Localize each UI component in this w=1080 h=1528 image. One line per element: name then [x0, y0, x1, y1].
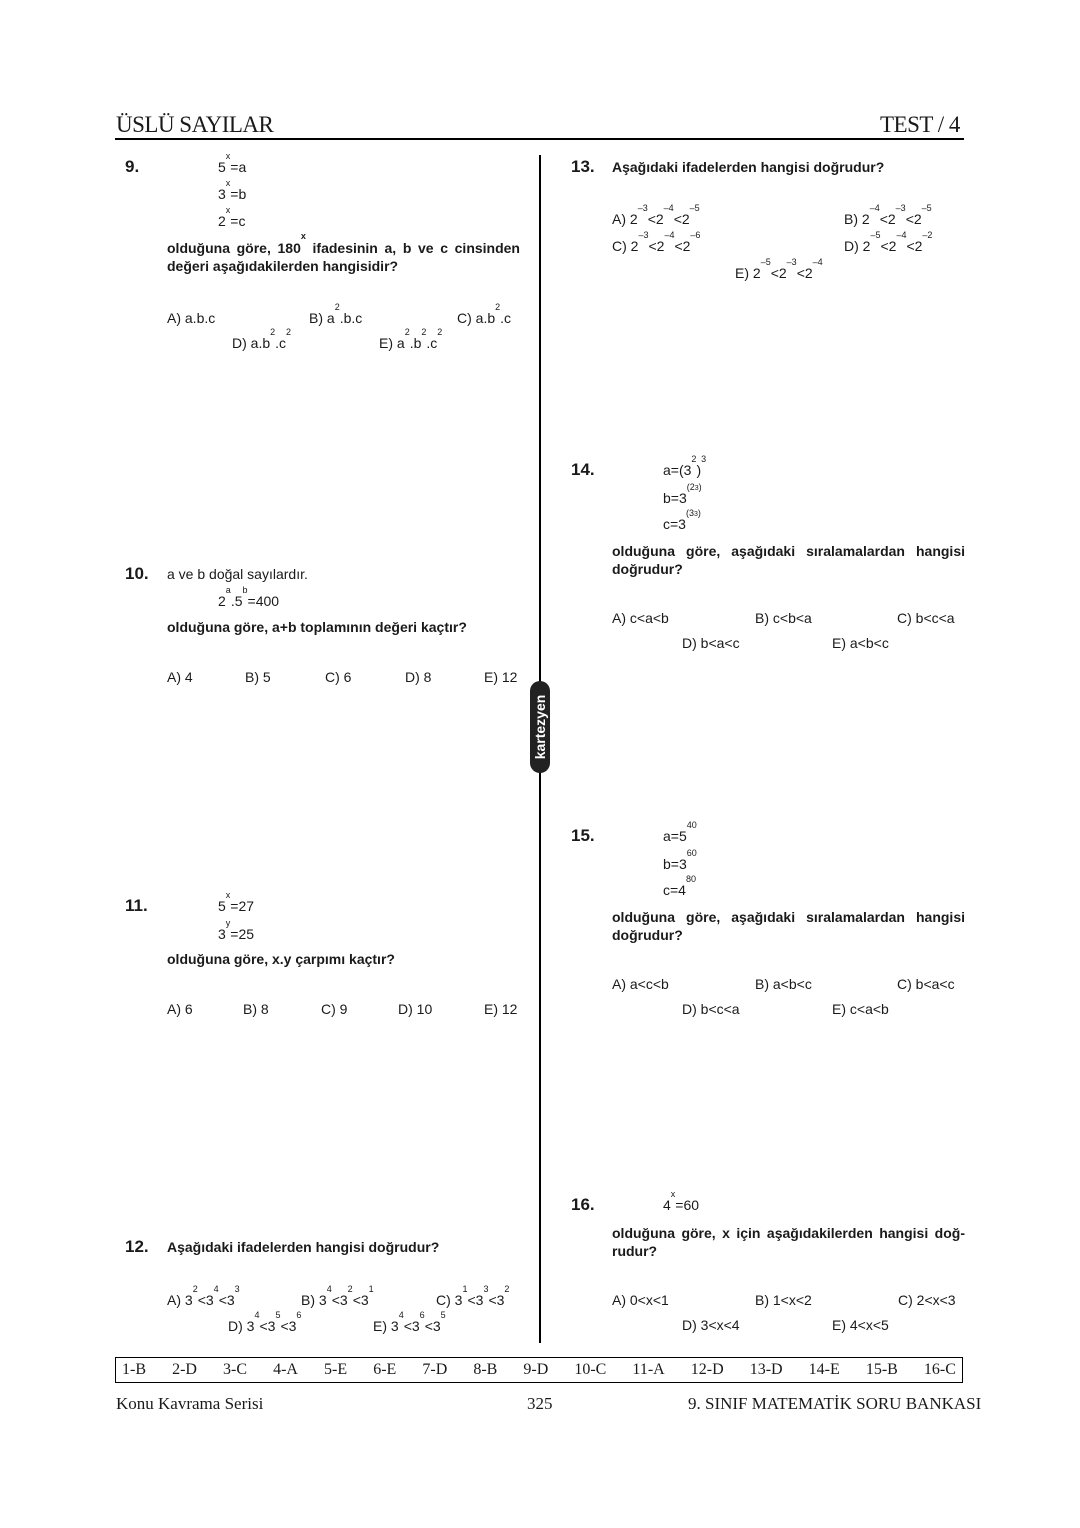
q13-option-b[interactable]: B) $2^{-4}<2^{-3}<2^{-5}$ — [844, 203, 932, 227]
q12-option-a[interactable]: A) $3^2<3^4<3^3$ — [167, 1284, 240, 1308]
q10-option-b[interactable]: B) 5 — [245, 669, 271, 685]
q10-option-c[interactable]: C) 6 — [325, 669, 352, 685]
q9-option-a[interactable]: A) a.b.c — [167, 310, 216, 326]
answer-12: 12-D — [690, 1361, 724, 1378]
answer-8: 8-B — [473, 1361, 498, 1378]
q9-given-2: $3^x=b$ — [218, 178, 247, 202]
q13-option-c[interactable]: C) $2^{-3}<2^{-4}<2^{-6}$ — [612, 230, 701, 254]
q13-stem: Aşağıdaki ifadelerden hangisi doğrudur? — [612, 159, 885, 175]
q11-option-a[interactable]: A) 6 — [167, 1001, 193, 1017]
question-13-number: 13. — [571, 157, 595, 176]
q16-option-d[interactable]: D) 3<x<4 — [682, 1317, 740, 1333]
question-16-number: 16. — [571, 1195, 595, 1214]
q12-option-d[interactable]: D) $3^4<3^5<3^6$ — [228, 1310, 302, 1334]
q12-option-c[interactable]: C) $3^1<3^3<3^2$ — [436, 1284, 510, 1308]
question-9-number: 9. — [125, 157, 140, 176]
page-title: ÜSLÜ SAYILAR — [116, 112, 274, 137]
q14-given-b: $b=3^{(23)}$ — [663, 482, 702, 506]
question-14-number: 14. — [571, 460, 595, 479]
q11-option-b[interactable]: B) 8 — [243, 1001, 269, 1017]
answer-6: 6-E — [373, 1361, 397, 1378]
question-10-number: 10. — [125, 564, 149, 583]
page-number: 325 — [527, 1394, 553, 1413]
answer-4: 4-A — [273, 1361, 298, 1378]
q9-option-d[interactable]: D) $a.b^2.c^2$ — [232, 327, 292, 351]
q16-option-e[interactable]: E) 4<x<5 — [832, 1317, 889, 1333]
q15-option-d[interactable]: D) b<c<a — [682, 1001, 740, 1017]
q14-option-d[interactable]: D) b<a<c — [682, 635, 740, 651]
q11-given-2: $3^y=25$ — [218, 918, 255, 942]
kartezyen-logo: kartezyen — [530, 681, 550, 773]
q11-stem: olduğuna göre, x.y çarpımı kaçtır? — [167, 951, 395, 967]
q16-option-a[interactable]: A) 0<x<1 — [612, 1292, 669, 1308]
q16-stem: olduğuna göre, x için aşağıdakilerden hangisi doğ- rudur? — [612, 1225, 965, 1259]
answer-15: 15-B — [865, 1361, 898, 1378]
q16-given: $4^x=60$ — [663, 1189, 700, 1213]
q14-option-c[interactable]: C) b<c<a — [897, 610, 955, 626]
answer-11: 11-A — [632, 1361, 665, 1378]
footer-book-title: 9. SINIF MATEMATİK SORU BANKASI — [688, 1394, 982, 1413]
q9-given-1: $5^x=a$ — [218, 151, 247, 175]
q14-option-b[interactable]: B) c<b<a — [755, 610, 812, 626]
q11-option-e[interactable]: E) 12 — [484, 1001, 518, 1017]
q11-option-c[interactable]: C) 9 — [321, 1001, 348, 1017]
q9-given-3: $2^x=c$ — [218, 205, 246, 229]
q15-option-b[interactable]: B) a<b<c — [755, 976, 812, 992]
answer-16: 16-C — [923, 1361, 956, 1378]
q9-option-e[interactable]: E) $a^2.b^2.c^2$ — [379, 327, 443, 351]
q12-stem: Aşağıdaki ifadelerden hangisi doğrudur? — [167, 1239, 440, 1255]
q11-option-d[interactable]: D) 10 — [398, 1001, 433, 1017]
q14-given-c: $c=3^{(33)}$ — [663, 508, 701, 532]
q15-given-c: $c=4^{80}$ — [663, 874, 696, 898]
answer-1: 1-B — [122, 1361, 146, 1378]
answer-7: 7-D — [422, 1361, 448, 1378]
q9-stem: olduğuna göre, 180$^x$ ifadesinin a, b ve c cinsinden değeri aşağıdakilerden hangisidir? — [167, 231, 520, 274]
q16-option-c[interactable]: C) 2<x<3 — [898, 1292, 956, 1308]
q12-option-e[interactable]: E) $3^4<3^6<3^5$ — [373, 1310, 446, 1334]
answer-13: 13-D — [749, 1361, 783, 1378]
q14-given-a: $a=(3^2)^3$ — [663, 454, 707, 478]
q14-stem: olduğuna göre, aşağıdaki sıralamalardan hangisi doğrudur? — [612, 543, 965, 577]
q15-stem: olduğuna göre, aşağıdaki sıralamalardan hangisi doğrudur? — [612, 909, 965, 943]
answer-10: 10-C — [574, 1361, 607, 1378]
question-15-number: 15. — [571, 826, 595, 845]
q11-given-1: $5^x=27$ — [218, 890, 255, 914]
answer-2: 2-D — [172, 1361, 197, 1378]
q13-option-d[interactable]: D) $2^{-5}<2^{-4}<2^{-2}$ — [844, 230, 933, 254]
answer-14: 14-E — [808, 1361, 840, 1378]
header-rule — [115, 138, 964, 140]
q15-given-b: $b=3^{60}$ — [663, 848, 697, 872]
q14-option-a[interactable]: A) c<a<b — [612, 610, 669, 626]
question-12-number: 12. — [125, 1237, 149, 1256]
q15-option-c[interactable]: C) b<a<c — [897, 976, 955, 992]
q9-option-c[interactable]: C) $a.b^2.c$ — [457, 302, 512, 326]
question-11-number: 11. — [125, 896, 148, 915]
q10-intro: a ve b doğal sayılardır. — [167, 566, 308, 582]
q14-option-e[interactable]: E) a<b<c — [832, 635, 889, 651]
q10-option-a[interactable]: A) 4 — [167, 669, 193, 685]
q12-option-b[interactable]: B) $3^4<3^2<3^1$ — [301, 1284, 374, 1308]
q10-option-e[interactable]: E) 12 — [484, 669, 518, 685]
answer-3: 3-C — [223, 1361, 248, 1378]
test-label: TEST / 4 — [880, 112, 960, 137]
q10-option-d[interactable]: D) 8 — [405, 669, 432, 685]
q15-given-a: $a=5^{40}$ — [663, 820, 697, 844]
q9-option-b[interactable]: B) $a^2.b.c$ — [309, 302, 363, 326]
q10-equation: $2^a.5^b=400$ — [218, 585, 280, 609]
answer-key — [115, 1357, 963, 1383]
q15-option-e[interactable]: E) c<a<b — [832, 1001, 889, 1017]
q16-option-b[interactable]: B) 1<x<2 — [755, 1292, 812, 1308]
q15-option-a[interactable]: A) a<c<b — [612, 976, 669, 992]
footer-series: Konu Kavrama Serisi — [116, 1394, 264, 1413]
answer-5: 5-E — [324, 1361, 348, 1378]
q10-stem: olduğuna göre, a+b toplamının değeri kaçtır? — [167, 619, 467, 635]
q13-option-a[interactable]: A) $2^{-3}<2^{-4}<2^{-5}$ — [612, 203, 700, 227]
answer-9: 9-D — [523, 1361, 549, 1378]
q13-option-e[interactable]: E) $2^{-5}<2^{-3}<2^{-4}$ — [735, 257, 823, 281]
